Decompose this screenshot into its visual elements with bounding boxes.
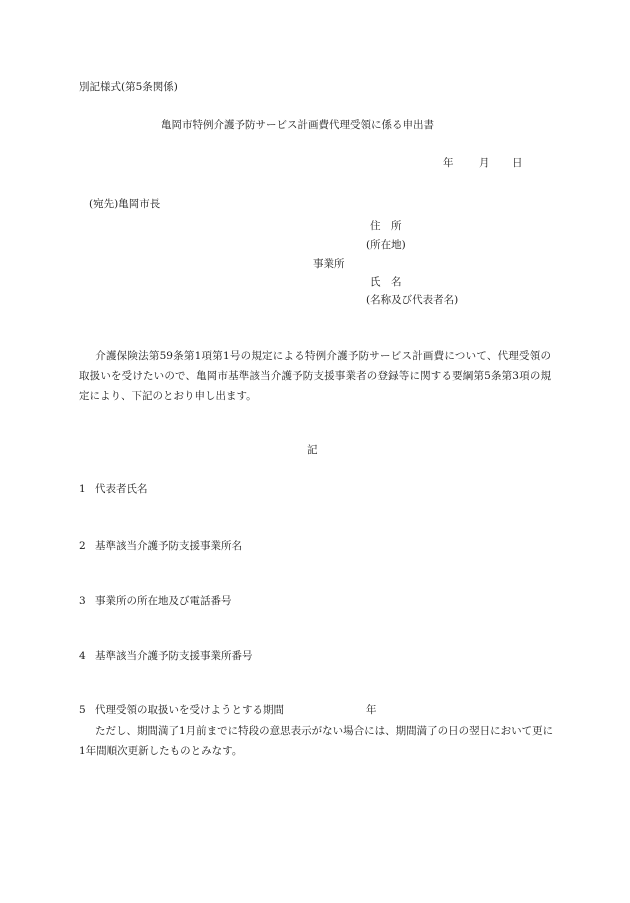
item-4 [79, 651, 253, 662]
item-2 [79, 541, 242, 552]
item-label: 代表者氏名 [95, 483, 148, 495]
item-number: 4 [79, 650, 86, 662]
form-label: 別記様式(第5条関係) [79, 81, 178, 93]
item-5 [79, 705, 284, 716]
item-label: 基準該当介護予防支援事業所番号 [95, 650, 253, 662]
address-label: 住 所 [370, 220, 402, 232]
body-paragraph [79, 346, 551, 406]
name-sub: (名称及び代表者名) [366, 294, 459, 306]
name-label: 氏 名 [370, 276, 402, 288]
date-year: 年 [443, 157, 454, 169]
item-label: 代理受領の取扱いを受けようとする期間 [95, 704, 284, 716]
item-number: 3 [79, 595, 86, 607]
date-day: 日 [512, 157, 523, 169]
proviso-paragraph [79, 721, 559, 761]
body-text: 介護保険法第59条第1項第1号の規定による特例介護予防サービス計画費について、代理受領の取扱いを受けたいので、亀岡市基準該当介護予防支援事業者の登録等に関する要綱第5条第3項の規定により、下記のとおり申し出ます。 [79, 350, 551, 402]
proviso-text: ただし、期間満了1月前までに特段の意思表示がない場合には、期間満了の日の翌日において更に1年間順次更新したものとみなす。 [79, 725, 554, 757]
date-month: 月 [479, 157, 490, 169]
document-title: 亀岡市特例介護予防サービス計画費代理受領に係る申出書 [161, 119, 434, 131]
item-3 [79, 596, 232, 607]
item-label: 事業所の所在地及び電話番号 [95, 595, 232, 607]
item-5-period-value: 年 [366, 704, 377, 716]
address-sub: (所在地) [366, 239, 406, 251]
item-1 [79, 484, 148, 495]
item-number: 1 [79, 483, 86, 495]
office-label: 事業所 [313, 258, 345, 270]
ki-heading: 記 [307, 444, 318, 456]
addressee: (宛先)亀岡市長 [89, 198, 161, 210]
item-number: 2 [79, 540, 86, 552]
item-label: 基準該当介護予防支援事業所名 [95, 540, 242, 552]
item-number: 5 [79, 704, 86, 716]
